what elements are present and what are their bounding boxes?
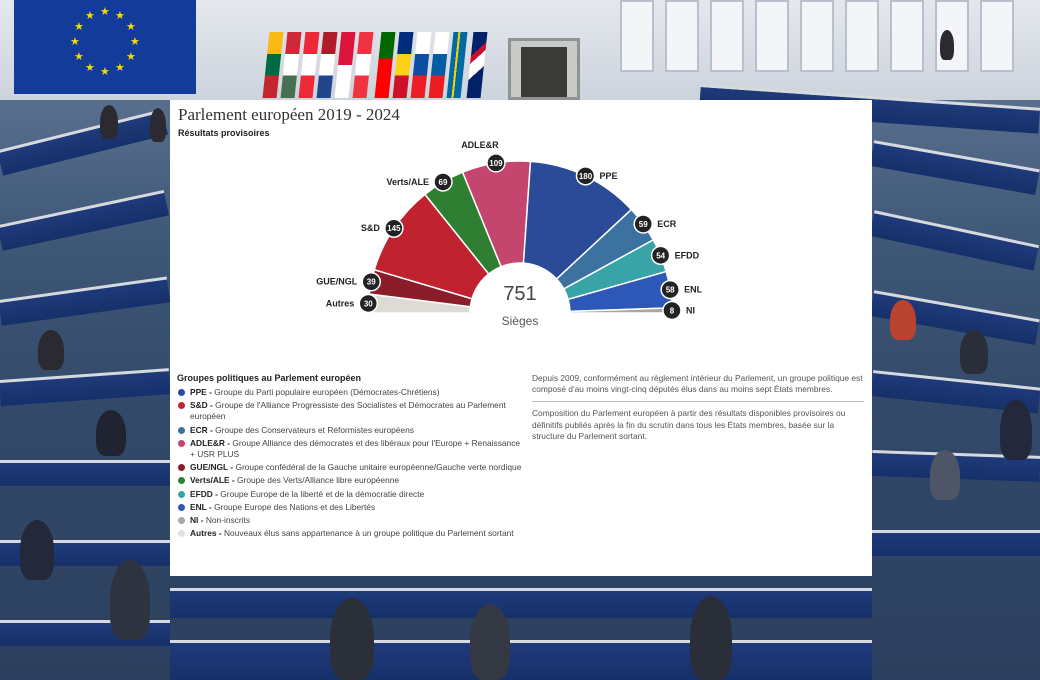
legend-abbr: S&D	[190, 400, 208, 411]
party-label: GUE/NGL	[316, 276, 358, 287]
legend-abbr: PPE	[190, 387, 207, 397]
person-figure	[110, 560, 150, 640]
seat-badge	[634, 215, 652, 233]
eu-star-icon: ★	[115, 61, 125, 74]
desk-row	[170, 588, 872, 618]
person-figure	[38, 330, 64, 370]
desk-row	[0, 190, 169, 251]
legend-separator: -	[206, 501, 215, 512]
party-label: Verts/ALE	[386, 176, 429, 187]
seat-badge	[434, 173, 452, 191]
legend-abbr: Verts/ALE	[190, 475, 230, 486]
wall-window	[755, 0, 789, 72]
person-figure	[960, 330, 988, 374]
legend-separator: -	[198, 515, 206, 526]
legend-separator: -	[224, 437, 233, 448]
person-figure	[690, 596, 732, 680]
person-figure	[100, 105, 118, 139]
eu-star-icon: ★	[85, 61, 95, 74]
legend-text	[190, 475, 399, 486]
party-label: EFDD	[674, 250, 700, 261]
total-seats-label: Sièges	[501, 314, 539, 328]
desk-row	[0, 109, 168, 175]
legend-item	[177, 475, 525, 486]
hemicycle-chart	[170, 100, 872, 350]
legend-description: Groupe de l'Alliance Progressiste des Socialistes et Démocrates au Parlement européen	[190, 400, 506, 422]
legend-swatch-icon	[178, 504, 185, 511]
legend-separator: -	[207, 424, 216, 435]
note-divider	[532, 401, 864, 402]
legend-description: Groupe Europe des Nations et des Libertés	[214, 501, 376, 512]
eu-star-icon: ★	[125, 21, 136, 33]
person-figure	[330, 598, 374, 680]
legend-text	[190, 387, 440, 398]
party-label: Autres	[325, 298, 355, 309]
seat-badge	[661, 281, 679, 299]
legend-list	[177, 387, 525, 539]
party-label: ECR	[657, 219, 677, 230]
legend-swatch-icon	[178, 464, 185, 471]
legend-description: Non-inscrits	[205, 515, 251, 526]
legend-description: Groupe des Verts/Alliance libre européenne	[237, 475, 400, 486]
person-figure	[890, 300, 916, 340]
seat-badge	[359, 294, 377, 312]
eu-star-icon: ★	[100, 66, 110, 78]
seat-count-label: 145	[387, 224, 401, 234]
legend-swatch-icon	[178, 517, 185, 524]
person-figure	[20, 520, 54, 580]
seat-badge	[487, 154, 505, 172]
legend-abbr: NI	[190, 515, 199, 526]
legend-item	[177, 528, 525, 539]
legend-item	[177, 387, 525, 398]
legend-description: Groupe Alliance des démocrates et des libéraux pour l'Europe + Renaissance + USR PLUS	[190, 437, 521, 460]
legend-abbr: ADLE&R	[190, 437, 225, 448]
legend-description: Groupe confédéral de la Gauche unitaire européenne/Gauche verte nordique	[235, 462, 522, 473]
seat-count-label: 8	[669, 306, 675, 316]
legend-abbr: ECR	[190, 424, 208, 435]
legend	[177, 373, 525, 541]
card-title: Parlement européen 2019 - 2024	[178, 105, 400, 124]
person-figure	[150, 108, 166, 142]
eu-star-icon: ★	[85, 10, 95, 23]
legend-swatch-icon	[178, 477, 185, 484]
person-figure	[470, 604, 510, 680]
card-subtitle: Résultats provisoires	[178, 128, 270, 138]
seat-badge	[385, 219, 403, 237]
person-figure	[940, 30, 954, 60]
wall-window	[710, 0, 744, 72]
seat-badge	[362, 273, 380, 291]
seat-count-label: 59	[638, 220, 648, 230]
eu-star-icon: ★	[115, 10, 125, 23]
seat-badge	[663, 301, 681, 319]
legend-description: Groupe des Conservateurs et Réformistes européens	[215, 424, 414, 435]
seat-count-label: 180	[578, 171, 593, 181]
seat-count-label: 58	[665, 285, 675, 295]
desk-row	[869, 210, 1039, 270]
legend-swatch-icon	[178, 530, 185, 537]
legend-item	[177, 502, 525, 513]
results-card	[170, 100, 872, 576]
legend-text	[190, 400, 525, 422]
eu-star-icon: ★	[130, 36, 140, 48]
legend-separator: -	[212, 488, 221, 499]
legend-item	[177, 425, 525, 436]
eu-star-icon: ★	[74, 51, 84, 63]
legend-abbr: GUE/NGL	[190, 462, 229, 473]
party-label: ENL	[684, 284, 703, 295]
legend-item	[177, 462, 525, 473]
desk-row	[0, 276, 170, 325]
note-paragraph: Depuis 2009, conformément au règlement intérieur du Parlement, un groupe politique est composé d'au moins vingt-cinq députés élus dans au moins sept États membres.	[532, 373, 863, 395]
party-label: PPE	[599, 170, 618, 181]
legend-title: Groupes politiques au Parlement européen	[177, 373, 362, 383]
legend-swatch-icon	[178, 440, 185, 447]
desk-row	[872, 530, 1040, 556]
legend-separator: -	[207, 400, 216, 411]
wall-window	[620, 0, 654, 72]
legend-swatch-icon	[178, 389, 185, 396]
legend-description: Groupe Europe de la liberté et de la démocratie directe	[220, 488, 425, 499]
desk-row	[170, 640, 872, 680]
eu-star-icon: ★	[100, 6, 110, 18]
person-figure	[96, 410, 126, 456]
eu-star-icon: ★	[74, 21, 84, 33]
eu-star-icon: ★	[70, 36, 80, 48]
note-paragraph: Composition du Parlement européen à partir des résultats disponibles provisoires ou définitifs publiés après la fin du scrutin dans tous les États membres, basée sur la structure du Parlement sortant.	[532, 408, 846, 441]
legend-text	[190, 425, 414, 436]
legend-text	[190, 462, 521, 473]
legend-separator: -	[206, 387, 215, 397]
legend-abbr: ENL	[190, 501, 207, 512]
notes	[532, 373, 864, 442]
seat-count-label: 39	[366, 277, 376, 287]
legend-description: Groupe du Parti populaire européen (Démocrates-Chrétiens)	[214, 387, 440, 397]
party-label: ADLE&R	[461, 139, 499, 150]
wall-window	[845, 0, 879, 72]
eu-flag-icon	[14, 0, 196, 94]
party-label: S&D	[360, 223, 380, 234]
seat-badge	[652, 246, 670, 264]
legend-swatch-icon	[178, 427, 185, 434]
legend-text	[190, 438, 525, 460]
legend-abbr: Autres	[190, 528, 217, 539]
party-label: NI	[685, 305, 695, 316]
legend-item	[177, 400, 525, 422]
chamber-door	[508, 38, 580, 100]
person-figure	[930, 450, 960, 500]
wall-window	[800, 0, 834, 72]
seat-count-label: 69	[438, 177, 448, 187]
seat-count-label: 54	[656, 251, 666, 261]
legend-text	[190, 489, 424, 500]
legend-swatch-icon	[178, 402, 185, 409]
wall-window	[980, 0, 1014, 72]
desk-row	[0, 368, 170, 406]
seat-count-label: 30	[363, 299, 373, 309]
legend-separator: -	[229, 475, 238, 486]
legend-text	[190, 502, 375, 513]
legend-item	[177, 489, 525, 500]
legend-separator: -	[216, 528, 224, 539]
legend-item	[177, 438, 525, 460]
legend-description: Nouveaux élus sans appartenance à un groupe politique du Parlement sortant	[223, 528, 514, 539]
desk-row	[0, 460, 170, 486]
legend-separator: -	[228, 462, 236, 473]
eu-star-icon: ★	[125, 51, 136, 63]
legend-text	[190, 528, 514, 539]
total-seats-value: 751	[503, 283, 537, 305]
legend-text	[190, 515, 250, 526]
legend-swatch-icon	[178, 491, 185, 498]
seat-badge	[576, 167, 594, 185]
wall-window	[665, 0, 699, 72]
seat-count-label: 109	[489, 158, 503, 168]
legend-item	[177, 515, 525, 526]
legend-abbr: EFDD	[190, 488, 213, 499]
wall-window	[890, 0, 924, 72]
desk-row	[870, 140, 1040, 195]
person-figure	[1000, 400, 1032, 460]
